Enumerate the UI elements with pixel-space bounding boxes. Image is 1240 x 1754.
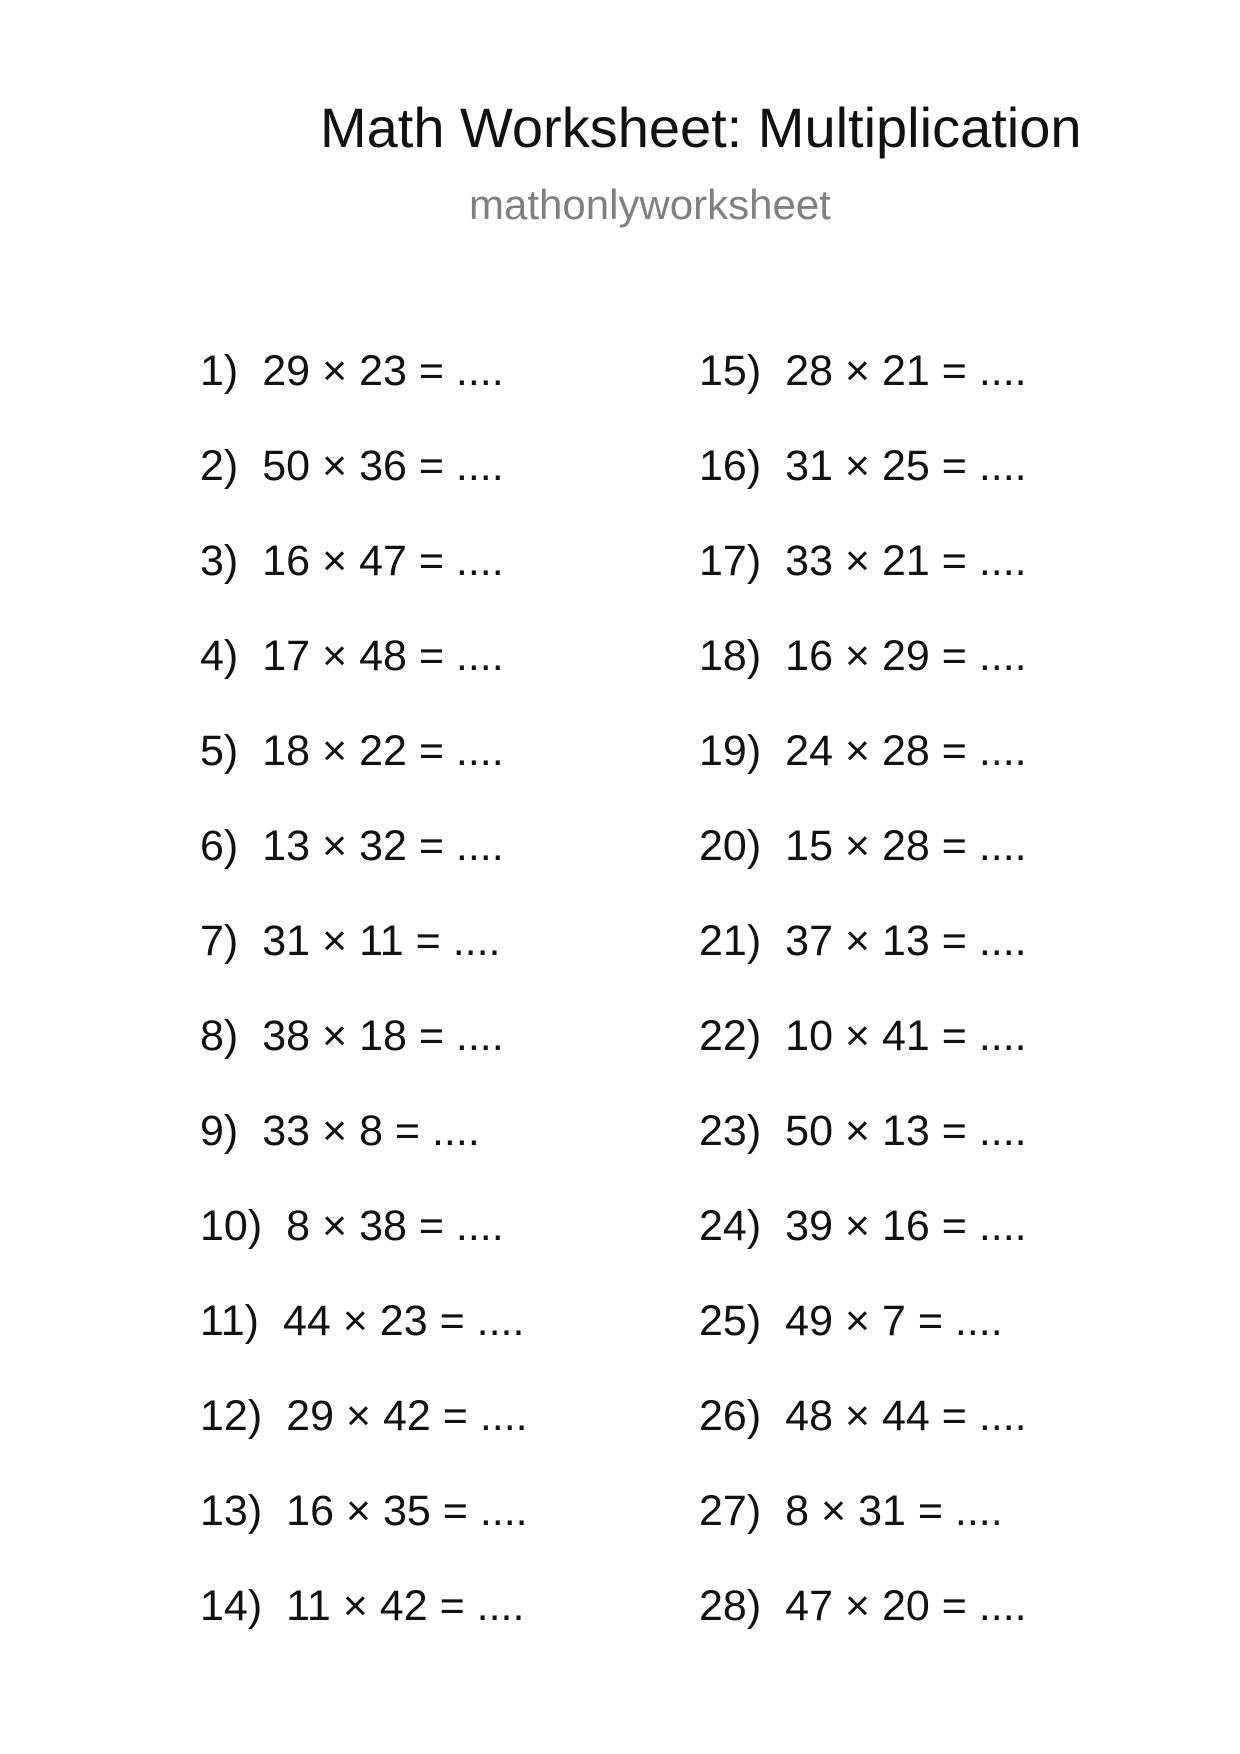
problem-expression: 29 × 23 = .... (262, 347, 504, 395)
problem-number: 16) (699, 442, 762, 490)
problem-item-24 (699, 1202, 1179, 1300)
problem-expression: 17 × 48 = .... (262, 632, 504, 680)
problem-item-13 (200, 1487, 680, 1585)
problem-item-15 (699, 347, 1179, 445)
problem-item-9 (200, 1107, 680, 1205)
problem-expression: 50 × 13 = .... (785, 1107, 1027, 1155)
problem-expression: 38 × 18 = .... (262, 1012, 504, 1060)
problem-expression: 29 × 42 = .... (286, 1392, 528, 1440)
problem-expression: 16 × 29 = .... (785, 632, 1027, 680)
problem-number: 9) (200, 1107, 239, 1155)
problem-expression: 31 × 11 = .... (262, 917, 501, 965)
problem-item-7 (200, 917, 680, 1015)
problem-item-6 (200, 822, 680, 920)
problem-number: 25) (699, 1297, 762, 1345)
problem-number: 19) (699, 727, 762, 775)
problem-expression: 24 × 28 = .... (785, 727, 1027, 775)
problem-expression: 47 × 20 = .... (785, 1582, 1027, 1630)
problem-item-5 (200, 727, 680, 825)
problem-number: 24) (699, 1202, 762, 1250)
problem-item-4 (200, 632, 680, 730)
problem-expression: 16 × 35 = .... (286, 1487, 528, 1535)
problem-expression: 16 × 47 = .... (262, 537, 504, 585)
problem-item-18 (699, 632, 1179, 730)
problem-item-10 (200, 1202, 680, 1300)
problem-item-26 (699, 1392, 1179, 1490)
problem-number: 7) (200, 917, 239, 965)
problem-expression: 48 × 44 = .... (785, 1392, 1027, 1440)
problem-expression: 8 × 38 = .... (286, 1202, 504, 1250)
problem-number: 13) (200, 1487, 263, 1535)
problem-expression: 37 × 13 = .... (785, 917, 1027, 965)
problem-item-1 (200, 347, 680, 445)
problem-number: 10) (200, 1202, 263, 1250)
problem-expression: 44 × 23 = .... (282, 1297, 525, 1345)
problem-number: 6) (200, 822, 239, 870)
problem-item-28 (699, 1582, 1179, 1680)
problem-item-3 (200, 537, 680, 635)
problem-expression: 50 × 36 = .... (262, 442, 504, 490)
problem-item-19 (699, 727, 1179, 825)
problem-expression: 18 × 22 = .... (262, 727, 504, 775)
problem-item-11 (200, 1297, 680, 1395)
problem-number: 18) (699, 632, 762, 680)
problem-number: 5) (200, 727, 239, 775)
problem-number: 26) (699, 1392, 762, 1440)
problem-column-right (699, 347, 1179, 1680)
problem-number: 15) (699, 347, 762, 395)
problem-item-16 (699, 442, 1179, 540)
problem-expression: 13 × 32 = .... (262, 822, 504, 870)
problem-expression: 10 × 41 = .... (785, 1012, 1027, 1060)
problem-expression: 11 × 42 = .... (286, 1582, 525, 1630)
problem-item-2 (200, 442, 680, 540)
problem-number: 2) (200, 442, 239, 490)
problem-column-left (200, 347, 680, 1680)
problem-item-8 (200, 1012, 680, 1110)
problem-number: 27) (699, 1487, 762, 1535)
problem-item-23 (699, 1107, 1179, 1205)
worksheet-subtitle: mathonlyworksheet (469, 181, 831, 228)
problem-expression: 8 × 31 = .... (785, 1487, 1003, 1535)
problem-number: 22) (699, 1012, 762, 1060)
problem-number: 17) (699, 537, 762, 585)
problem-expression: 28 × 21 = .... (785, 347, 1027, 395)
problem-expression: 49 × 7 = .... (785, 1297, 1003, 1345)
problem-number: 4) (200, 632, 239, 680)
problem-number: 23) (699, 1107, 762, 1155)
problem-number: 20) (699, 822, 762, 870)
problem-expression: 15 × 28 = .... (785, 822, 1027, 870)
problem-item-21 (699, 917, 1179, 1015)
problem-item-17 (699, 537, 1179, 635)
problem-number: 1) (200, 347, 239, 395)
problem-expression: 33 × 21 = .... (785, 537, 1027, 585)
problem-item-25 (699, 1297, 1179, 1395)
problem-item-22 (699, 1012, 1179, 1110)
problem-number: 21) (699, 917, 762, 965)
problem-expression: 31 × 25 = .... (785, 442, 1027, 490)
problem-item-14 (200, 1582, 680, 1680)
problem-number: 12) (200, 1392, 263, 1440)
problem-expression: 39 × 16 = .... (785, 1202, 1027, 1250)
problem-item-27 (699, 1487, 1179, 1585)
problem-number: 28) (699, 1582, 762, 1630)
problem-item-20 (699, 822, 1179, 920)
problem-number: 14) (200, 1582, 263, 1630)
problem-number: 3) (200, 537, 239, 585)
problem-expression: 33 × 8 = .... (262, 1107, 480, 1155)
problem-number: 11) (200, 1297, 259, 1345)
problem-item-12 (200, 1392, 680, 1490)
worksheet-title: Math Worksheet: Multiplication (320, 96, 1082, 159)
problem-number: 8) (200, 1012, 239, 1060)
